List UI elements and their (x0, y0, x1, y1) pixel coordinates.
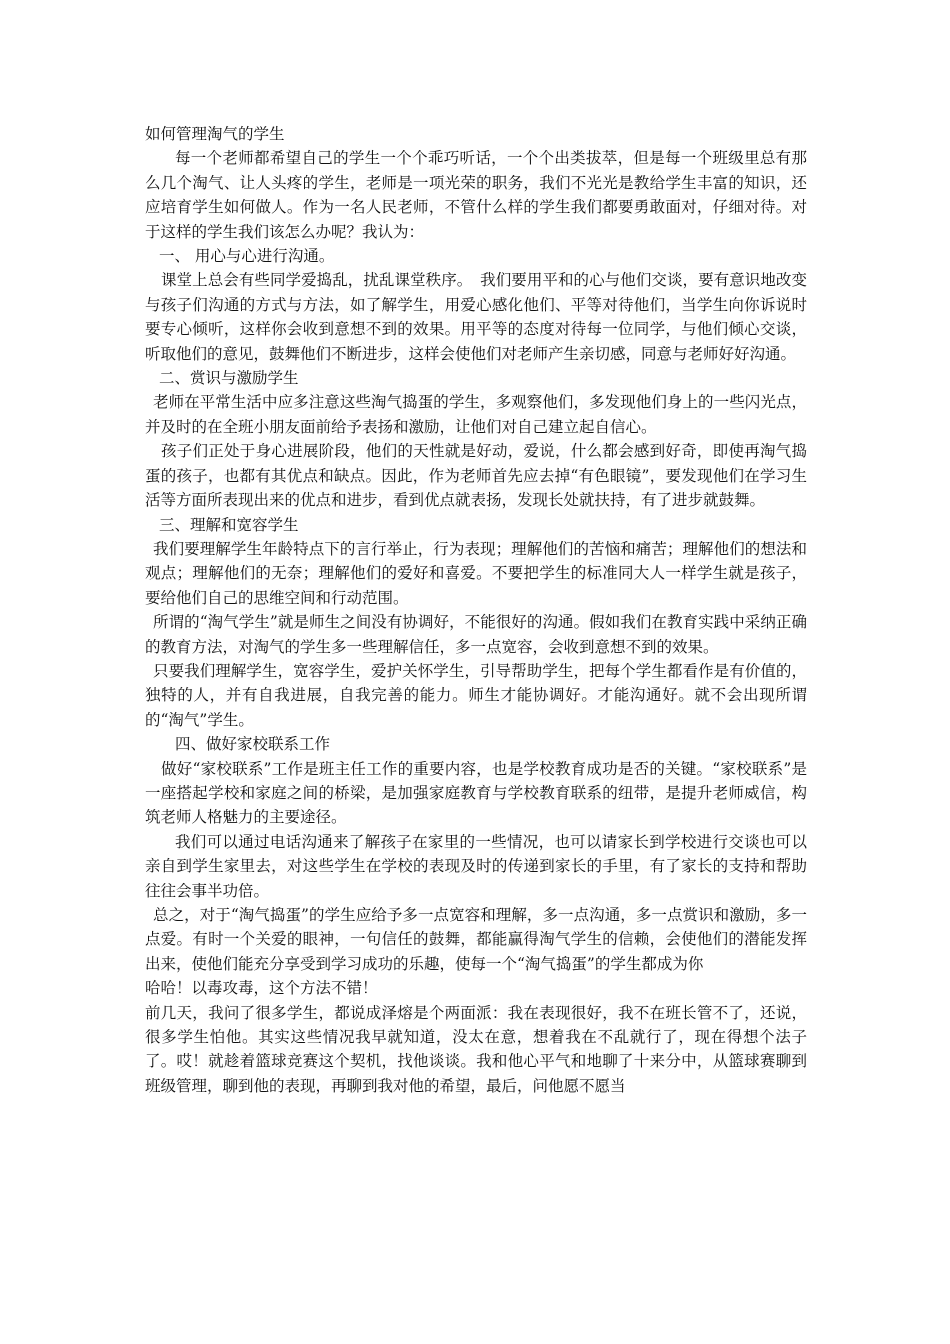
paragraph: 老师在平常生活中应多注意这些淘气捣蛋的学生，多观察他们，多发现他们身上的一些闪光点，并及时的在全班小朋友面前给予表扬和激励，让他们对自己建立起自信心。 (145, 393, 807, 436)
paragraph: 做好“家校联系”工作是班主任工作的重要内容，也是学校教育成功是否的关键。“家校联系”是一座搭起学校和家庭之间的桥梁，是加强家庭教育与学校教育联系的纽带，是提升老师威信，构筑老师人格魅力的主要途径。 (145, 759, 807, 827)
paragraph: 总之，对于“淘气捣蛋”的学生应给予多一点宽容和理解，多一点沟通，多一点赏识和激励，多一点爱。有时一个关爱的眼神，一句信任的鼓舞，都能赢得淘气学生的信赖，会使他们的潜能发挥出来，使他们能充分享受到学习成功的乐趣，使每一个“淘气捣蛋”的学生都成为你 (145, 906, 807, 973)
paragraph: 所谓的“淘气学生”就是师生之间没有协调好，不能很好的沟通。假如我们在教育实践中采纳正确的教育方法，对淘气的学生多一些理解信任，多一点宽容，会收到意想不到的效果。 (145, 613, 807, 656)
document-title: 如何管理淘气的学生 (145, 125, 285, 143)
paragraph: 哈哈！以毒攻毒，这个方法不错！ (145, 979, 378, 998)
intro-paragraph: 每一个老师都希望自己的学生一个个乖巧听话，一个个出类拔萃，但是每一个班级里总有那么几个淘气、让人头疼的学生，老师是一项光荣的职务，我们不光光是教给学生丰富的知识，还应培育学生如何做人。作为一名人民老师，不管什么样的学生我们都要勇敢面对，仔细对待。对于这样的学生我们该怎么办呢？我认为： (145, 149, 807, 241)
section-heading-1: 一、 用心与心进行沟通。 (159, 247, 335, 266)
paragraph: 课堂上总会有些同学爱捣乱，扰乱课堂秩序。 我们要用平和的心与他们交谈，要有意识地改变与孩子们沟通的方式与方法，如了解学生，用爱心感化他们、平等对待他们，当学生向你诉说时要专心倾听，这样你会收到意想不到的效果。用平等的态度对待每一位同学，与他们倾心交谈，听取他们的意见，鼓舞他们不断进步，这样会使他们对老师产生亲切感，同意与老师好好沟通。 (145, 271, 807, 363)
document-body (145, 122, 807, 1098)
section-heading-4: 四、做好家校联系工作 (175, 735, 331, 754)
paragraph: 只要我们理解学生，宽容学生，爱护关怀学生，引导帮助学生，把每个学生都看作是有价值的，独特的人，并有自我进展，自我完善的能力。师生才能协调好。才能沟通好。就不会出现所谓的“淘气”学生。 (145, 661, 807, 729)
section-heading-3: 三、理解和宽容学生 (159, 515, 299, 534)
paragraph: 我们可以通过电话沟通来了解孩子在家里的一些情况，也可以请家长到学校进行交谈也可以亲自到学生家里去，对这些学生在学校的表现及时的传递到家长的手里，有了家长的支持和帮助往往会事半功倍。 (145, 832, 807, 900)
paragraph: 孩子们正处于身心进展阶段，他们的天性就是好动，爱说，什么都会感到好奇，即使再淘气捣蛋的孩子，也都有其优点和缺点。因此，作为老师首先应去掉“有色眼镜”，要发现他们在学习生活等方面所表现出来的优点和进步，看到优点就表扬，发现长处就扶持，有了进步就鼓舞。 (145, 442, 807, 510)
paragraph: 我们要理解学生年龄特点下的言行举止，行为表现；理解他们的苦恼和痛苦；理解他们的想法和观点；理解他们的无奈；理解他们的爱好和喜爱。不要把学生的标准同大人一样学生就是孩子，要给他们自己的思维空间和行动范围。 (145, 539, 807, 607)
paragraph: 前几天，我问了很多学生，都说成泽熔是个两面派：我在表现很好，我不在班长管不了，还说，很多学生怕他。其实这些情况我早就知道，没太在意，想着我在不乱就行了，现在得想个法子了。哎！就趁着篮球竞赛这个契机，找他谈谈。我和他心平气和地聊了十来分中，从篮球赛聊到班级管理，聊到他的表现，再聊到我对他的希望，最后，问他愿不愿当 (145, 1003, 807, 1095)
section-heading-2: 二、赏识与激励学生 (159, 369, 299, 388)
